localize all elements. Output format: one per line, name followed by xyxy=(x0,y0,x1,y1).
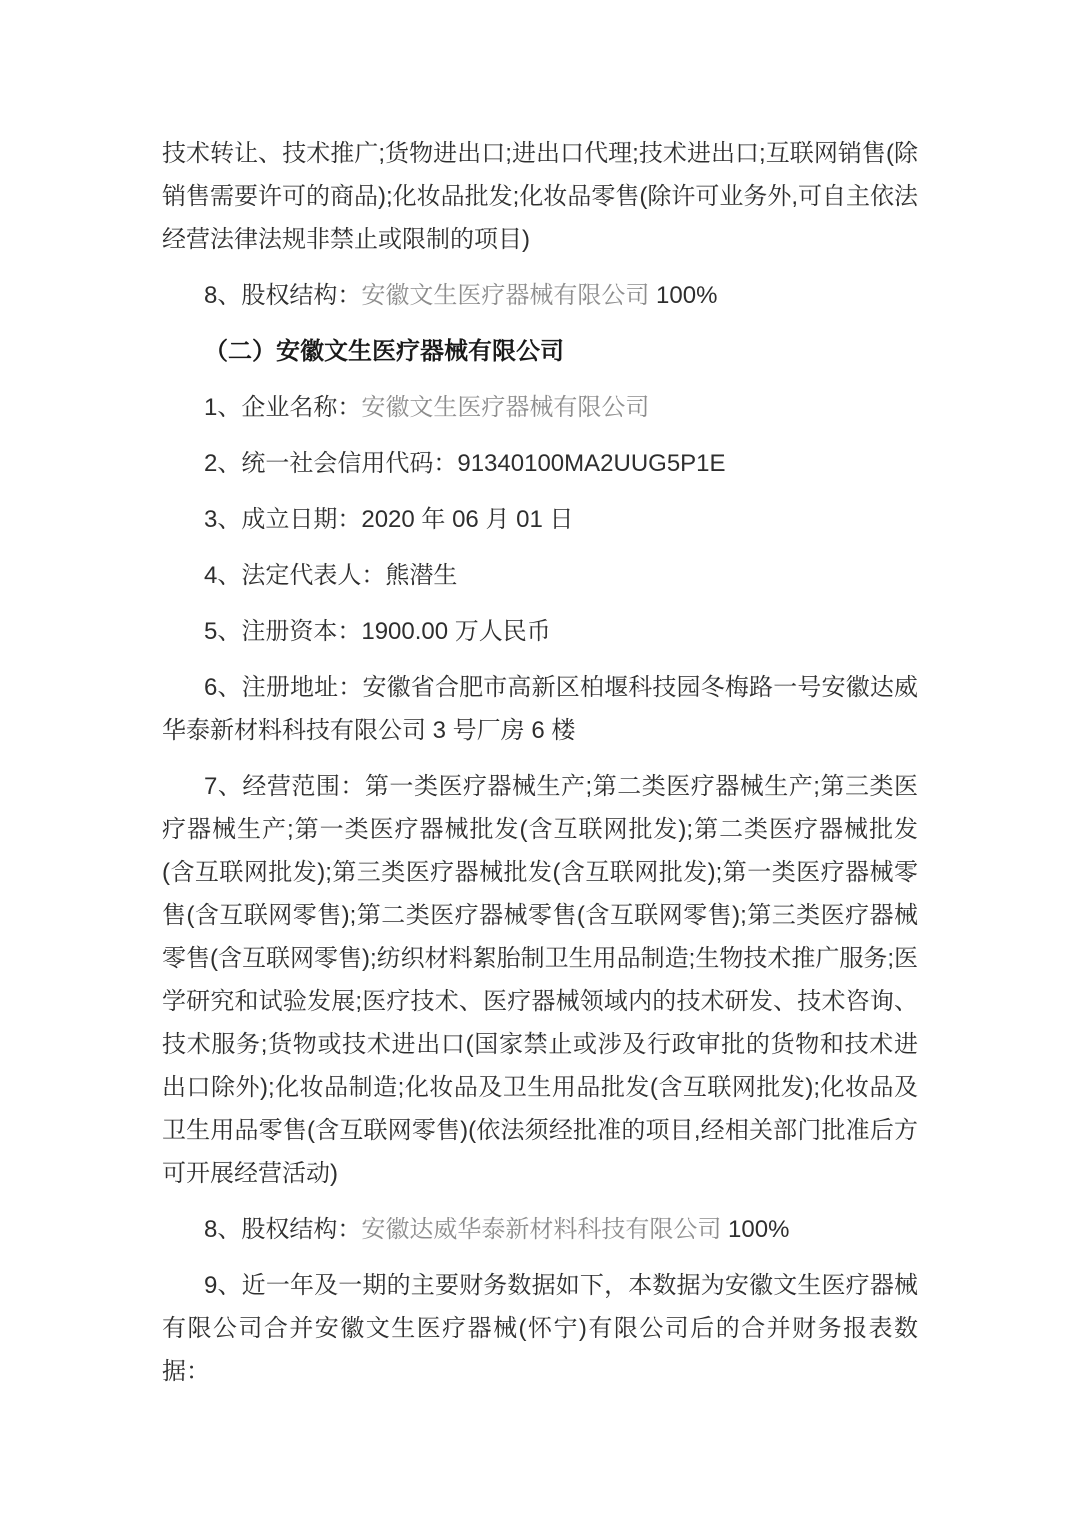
item-3-established-date xyxy=(162,498,918,541)
capital-value: 1900.00 万人民币 xyxy=(361,618,551,645)
item-label: 2、统一社会信用代码： xyxy=(204,450,458,477)
item-4-legal-representative xyxy=(162,554,918,597)
paragraph-scope-continuation: 技术转让、技术推广;货物进出口;进出口代理;技术进出口;互联网销售(除销售需要许可的商品);化妆品批发;化妆品零售(除许可业务外,可自主依法经营法律法规非禁止或限制的项目) xyxy=(162,140,918,253)
company-name-value: 安徽达威华泰新材料科技有限公司 xyxy=(361,1216,722,1243)
business-scope-value: 第一类医疗器械生产;第二类医疗器械生产;第三类医疗器械生产;第一类医疗器械批发(含互联网批发);第二类医疗器械批发(含互联网批发);第三类医疗器械批发(含互联网批发);第一类医疗器械零售(含互联网零售);第二类医疗器械零售(含互联网零售);第三类医疗器械零售(含互联网零售);纺织材料絮胎制卫生用品制造;生物技术推广服务;医学研究和试验发展;医疗技术、医疗器械领域内的技术研发、技术咨询、技术服务;货物或技术进出口(国家禁止或涉及行政审批的货物和技术进出口除外);化妆品制造;化妆品及卫生用品批发(含互联网批发);化妆品及卫生用品零售(含互联网零售)(依法须经批准的项目,经相关部门批准后方可开展经营活动) xyxy=(162,773,918,1187)
person-name-value: 熊潜生 xyxy=(385,562,458,589)
item-label: 9、 xyxy=(204,1272,242,1299)
company-name-value: 安徽文生医疗器械有限公司 xyxy=(361,282,650,309)
item-6-registered-address xyxy=(162,666,918,752)
item-label: 1、企业名称： xyxy=(204,394,362,421)
item-label: 7、经营范围： xyxy=(204,773,365,800)
item-9-financial-data-note xyxy=(162,1264,918,1393)
date-value: 2020 年 06 月 01 日 xyxy=(361,506,574,533)
item-label: 6、注册地址： xyxy=(204,674,363,701)
company-name-value: 安徽文生医疗器械有限公司 xyxy=(361,394,650,421)
item-label: 5、注册资本： xyxy=(204,618,362,645)
address-value: 安徽省合肥市高新区柏堰科技园冬梅路一号安徽达威华泰新材料科技有限公司 3 号厂房 6 楼 xyxy=(162,674,918,744)
item-8-equity-structure-wensheng xyxy=(162,274,918,317)
item-label: 8、股权结构： xyxy=(204,282,362,309)
item-label: 8、股权结构： xyxy=(204,1216,362,1243)
item-1-company-name xyxy=(162,386,918,429)
credit-code-value: 91340100MA2UUG5P1E xyxy=(457,450,726,477)
item-7-business-scope xyxy=(162,765,918,1195)
item-2-credit-code xyxy=(162,442,918,485)
item-label: 3、成立日期： xyxy=(204,506,362,533)
item-8-equity-structure-dawei xyxy=(162,1208,918,1251)
document-content xyxy=(162,132,918,1406)
item-label: 4、法定代表人： xyxy=(204,562,386,589)
equity-percent: 100% xyxy=(649,282,718,309)
equity-percent: 100% xyxy=(721,1216,790,1243)
section-heading-2: （二）安徽文生医疗器械有限公司 xyxy=(204,338,564,365)
item-5-registered-capital xyxy=(162,610,918,653)
financial-note-value: 近一年及一期的主要财务数据如下，本数据为安徽文生医疗器械有限公司合并安徽文生医疗器械(怀宁)有限公司后的合并财务报表数据： xyxy=(162,1272,918,1385)
